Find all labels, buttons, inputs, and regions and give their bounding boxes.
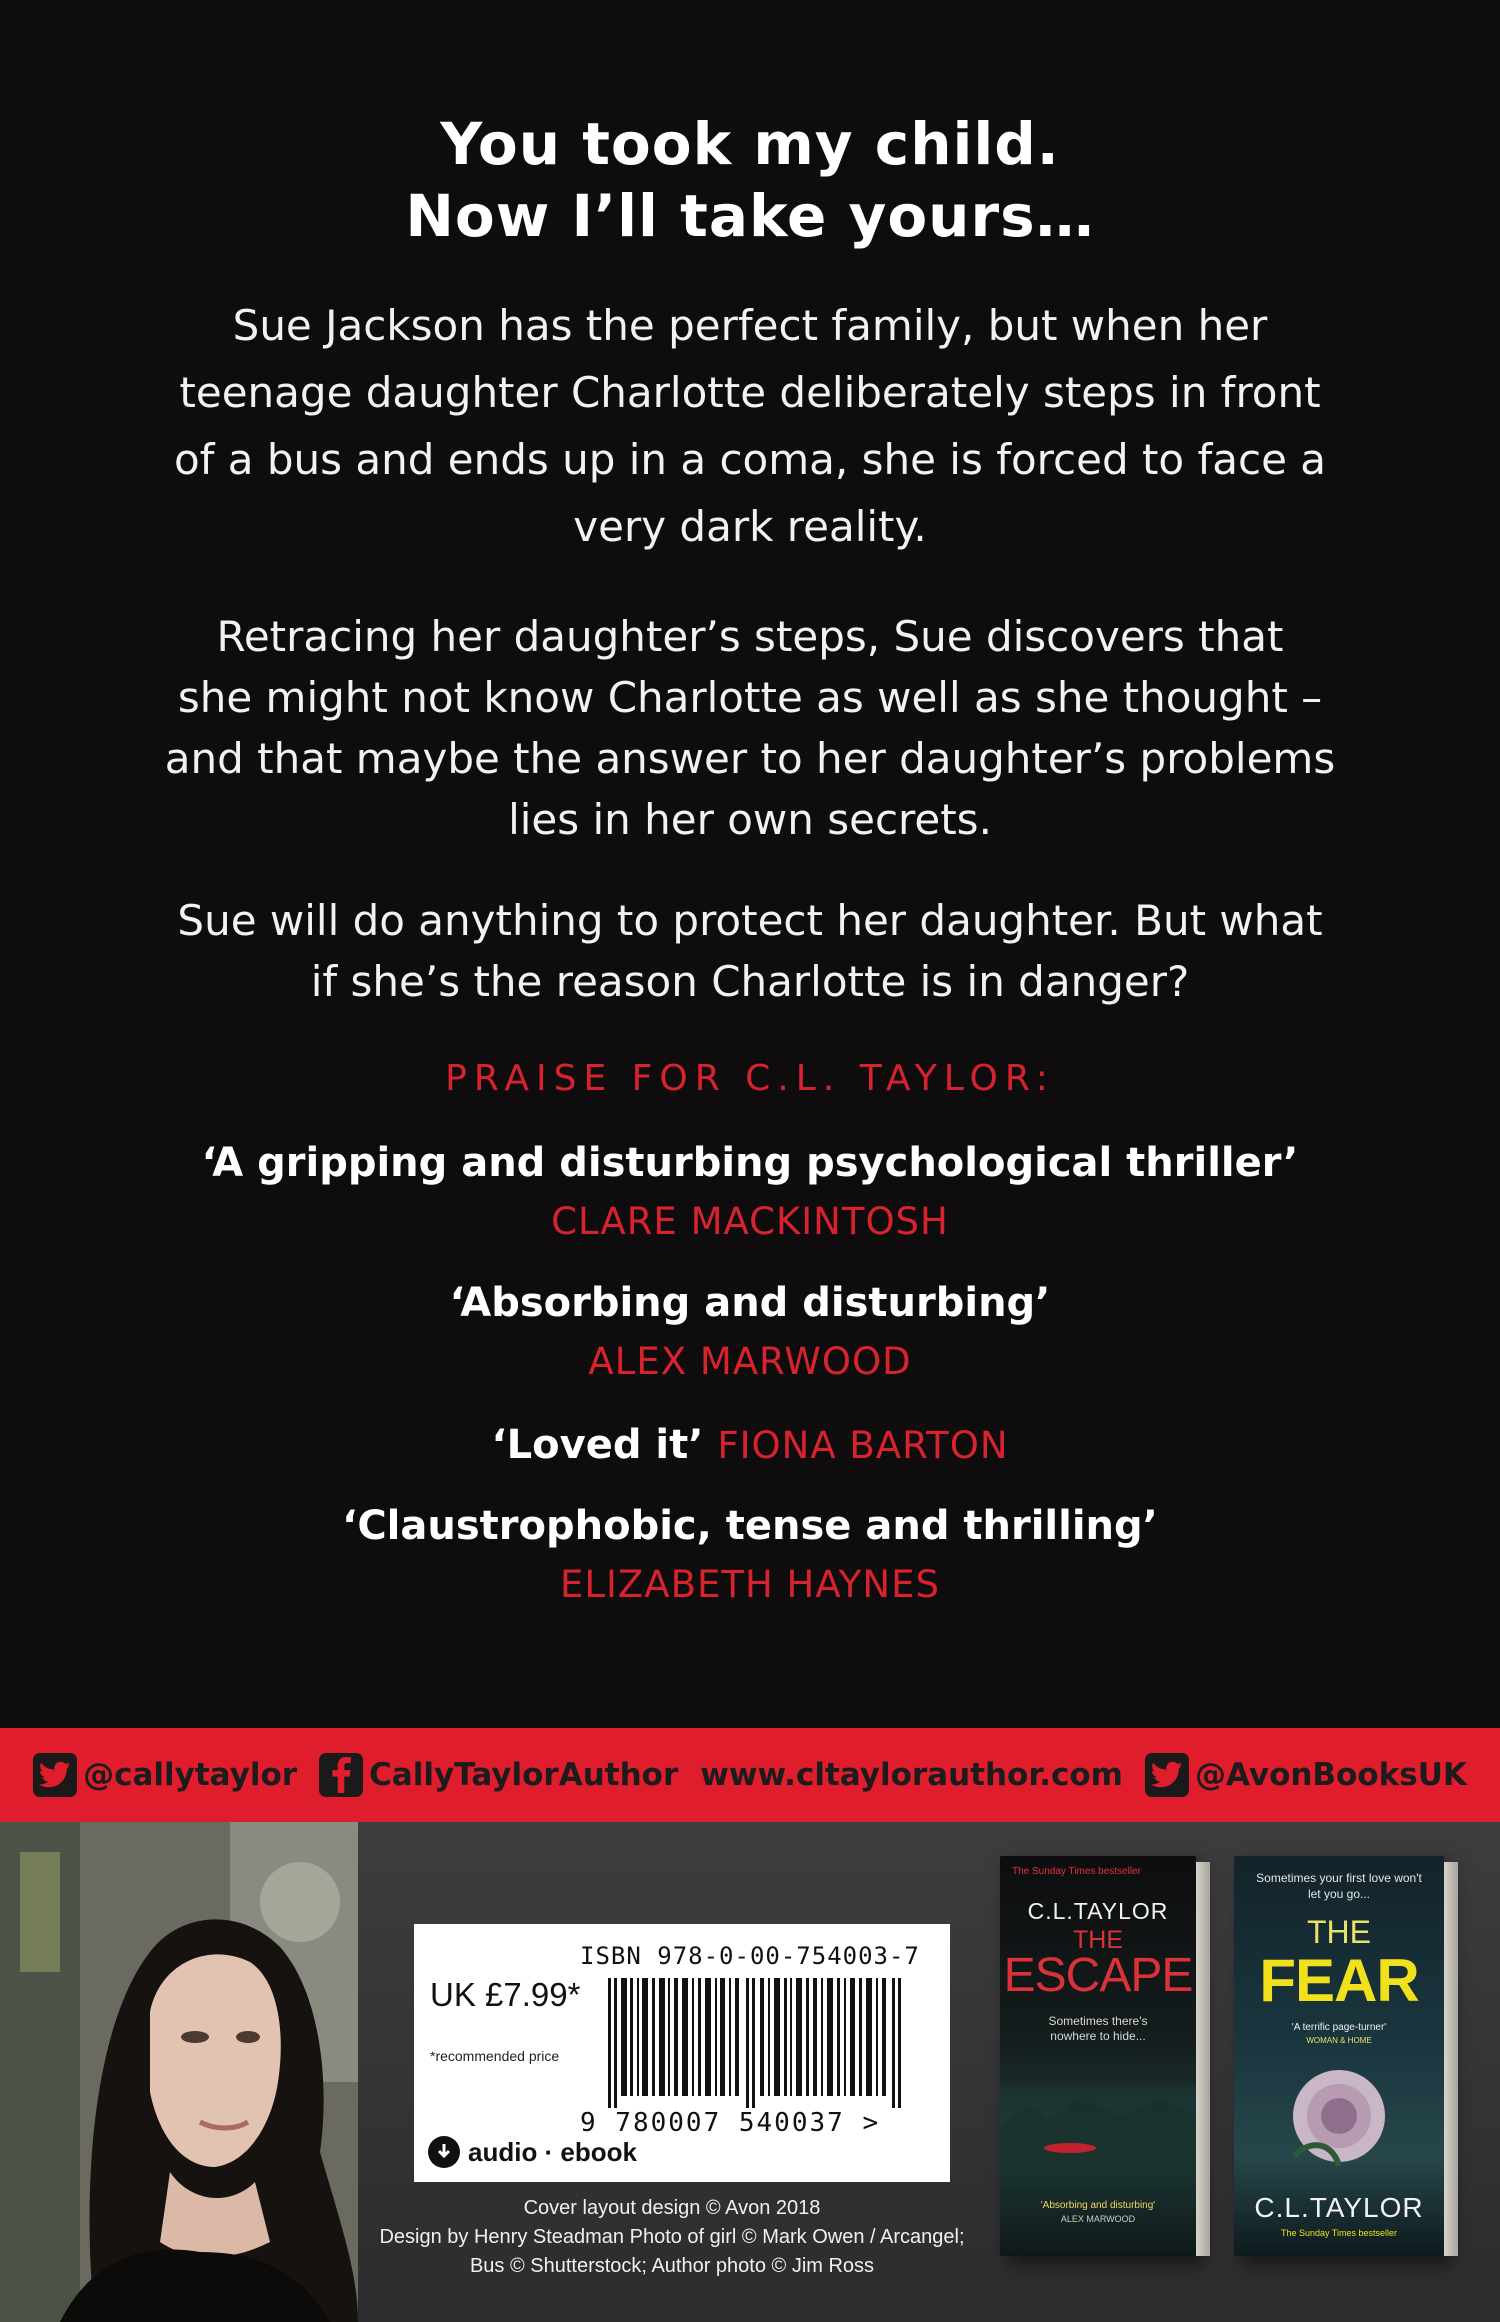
book-the-escape (1000, 1856, 1196, 2256)
headline-line-1: You took my child. (440, 110, 1060, 178)
bottom-section (0, 1822, 1500, 2322)
credit-line: Cover layout design © Avon 2018 (523, 2197, 821, 2219)
book-page-edge (1196, 1862, 1210, 2256)
blurb-line: of a bus and ends up in a coma, she is forced to face a (173, 435, 1327, 484)
price-note: *recommended price (430, 2048, 560, 2064)
praise-author-3: FIONA BARTON (717, 1424, 1009, 1467)
praise-author-2: ALEX MARWOOD (588, 1340, 912, 1383)
praise-quote-3-row (0, 1422, 1500, 1468)
twitter-author-handle: @callytaylor (83, 1757, 298, 1793)
website-link[interactable] (700, 1757, 1123, 1793)
isbn-label: ISBN 978-0-00-754003-7 (580, 1942, 920, 1970)
praise-quote-1: ‘A gripping and disturbing psychological thriller’ (201, 1140, 1299, 1186)
blurb-line: she might not know Charlotte as well as she thought – (177, 673, 1323, 722)
twitter-icon (33, 1753, 77, 1797)
blurb-line: Sue will do anything to protect her daughter. But what (177, 896, 1323, 945)
escape-quote-by: ALEX MARWOOD (1060, 2214, 1136, 2224)
praise-heading: PRAISE FOR C.L. TAYLOR: (445, 1058, 1055, 1099)
twitter-publisher-handle: @AvonBooksUK (1194, 1757, 1467, 1793)
twitter-icon (1145, 1753, 1189, 1797)
praise-author-1: CLARE MACKINTOSH (551, 1200, 949, 1243)
barcode-panel (414, 1924, 950, 2182)
fear-quote-by: WOMAN & HOME (1306, 2036, 1372, 2045)
blurb-line: very dark reality. (573, 502, 927, 551)
download-icon (428, 2136, 460, 2168)
blurb-paragraph-2 (150, 606, 1350, 850)
escape-title: ESCAPE (1003, 1949, 1193, 2002)
book-the-fear (1234, 1856, 1444, 2256)
fear-bestseller: The Sunday Times bestseller (1280, 2228, 1398, 2238)
blurb-line: teenage daughter Charlotte deliberately steps in front (179, 368, 1321, 417)
price-label: UK £7.99* (430, 1976, 581, 2013)
website-url: www.cltaylorauthor.com (700, 1757, 1123, 1793)
blurb-paragraph-3 (150, 890, 1350, 1012)
praise-quote-4: ‘Claustrophobic, tense and thrilling’ (342, 1503, 1158, 1549)
facebook-link[interactable] (319, 1753, 678, 1797)
blurb-line: if she’s the reason Charlotte is in danger? (310, 957, 1190, 1006)
escape-boat-illustration (1000, 2086, 1196, 2186)
credit-line: Bus © Shutterstock; Author photo © Jim Ross (469, 2255, 875, 2277)
formats-text: audio · ebook (468, 2136, 637, 2167)
escape-the: THE (1073, 1926, 1123, 1954)
blurb-line: lies in her own secrets. (508, 795, 992, 844)
twitter-author-link[interactable] (33, 1753, 297, 1797)
fear-the: THE (1307, 1914, 1371, 1950)
book-page-edge (1444, 1862, 1458, 2256)
escape-tagline: Sometimes there's nowhere to hide... (1048, 2014, 1148, 2043)
twitter-publisher-link[interactable] (1145, 1753, 1467, 1797)
blurb-line: Sue Jackson has the perfect family, but when her (232, 301, 1268, 350)
formats-label (428, 2136, 637, 2168)
fear-author: C.L.TAYLOR (1254, 2192, 1424, 2223)
author-photo (0, 1822, 358, 2322)
facebook-icon (319, 1753, 363, 1797)
praise-quote-2: ‘Absorbing and disturbing’ (449, 1280, 1051, 1326)
blurb-paragraph-1 (150, 292, 1350, 560)
credits (372, 2194, 972, 2281)
blurb-line: Retracing her daughter’s steps, Sue discovers that (216, 612, 1284, 661)
escape-tag: The Sunday Times bestseller (1012, 1866, 1141, 1877)
escape-quote: 'Absorbing and disturbing' (1040, 2200, 1156, 2211)
headline-line-2: Now I’ll take yours… (405, 182, 1095, 250)
fear-title: FEAR (1259, 1947, 1419, 2014)
social-bar (0, 1728, 1500, 1822)
escape-author: C.L.TAYLOR (1027, 1898, 1169, 1924)
fear-quote: 'A terrific page-turner' (1291, 2022, 1387, 2033)
blurb-line: and that maybe the answer to her daughter’s problems (164, 734, 1336, 783)
praise-quote-3: ‘Loved it’ (491, 1422, 704, 1468)
credit-line: Design by Henry Steadman Photo of girl © Mark Owen / Arcangel; (379, 2226, 965, 2248)
headline (0, 108, 1500, 252)
fear-tagline: Sometimes your first love won't let you go... (1256, 1871, 1422, 1901)
fear-rose-illustration (1274, 2056, 1404, 2176)
facebook-handle: CallyTaylorAuthor (369, 1757, 679, 1793)
barcode-digits: 9 780007 540037 > (580, 2108, 881, 2138)
praise-author-4: ELIZABETH HAYNES (560, 1563, 940, 1606)
barcode-graphic (608, 1978, 916, 2108)
